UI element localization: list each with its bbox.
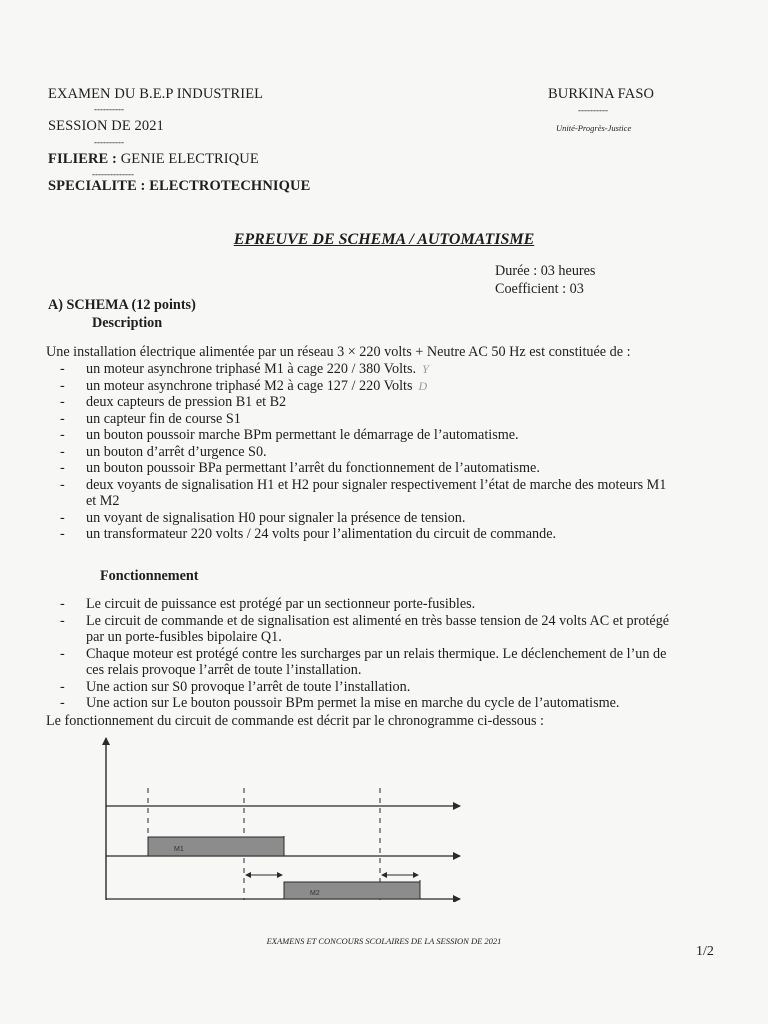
header-dashes: ---------- [578, 105, 608, 115]
list-item-text: deux voyants de signalisation H1 et H2 pour signaler respectivement l’état de marche des moteurs M1 [86, 476, 667, 493]
page-title: EPREUVE DE SCHEMA / AUTOMATISME [233, 231, 535, 248]
list-item-text: un capteur fin de course S1 [86, 410, 241, 427]
list-item-text: Une action sur S0 provoque l’arrêt de toute l’installation. [86, 678, 411, 695]
list-item [60, 613, 669, 646]
bullet-dash: - [60, 443, 65, 460]
handwritten-mark: D [418, 378, 428, 393]
bullet-dash: - [60, 410, 65, 427]
component-list [60, 361, 666, 543]
list-item-text: un bouton poussoir BPa permettant l’arrêt du fonctionnement de l’automatisme. [86, 460, 540, 476]
country-motto: Unité-Progrès-Justice [556, 123, 632, 133]
bar-label-m1: M1 [174, 846, 184, 853]
footer-text: EXAMENS ET CONCOURS SCOLAIRES DE LA SESSION DE 2021 [266, 936, 502, 946]
list-item [60, 646, 669, 679]
header-dashes: ---------- [94, 104, 124, 114]
list-item-text: Le circuit de commande et de signalisation est alimenté en très basse tension de 24 volts AC et protégé [86, 612, 670, 629]
list-item [60, 394, 666, 411]
specialite-line: SPECIALITE : ELECTROTECHNIQUE [48, 178, 311, 194]
intro-paragraph: Une installation électrique alimentée par un réseau 3 × 220 volts + Neutre AC 50 Hz est constituée de : [46, 344, 631, 360]
list-item-text: Une action sur Le bouton poussoir BPm permet la mise en marche du cycle de l’automatisme. [86, 695, 620, 711]
bullet-dash: - [60, 678, 65, 695]
bullet-dash: - [60, 460, 65, 476]
filiere-value: GENIE ELECTRIQUE [120, 151, 259, 167]
bullet-dash: - [60, 509, 65, 526]
page-number: 1/2 [696, 944, 714, 959]
list-item-text: un bouton d’arrêt d’urgence S0. [86, 443, 267, 460]
list-item [60, 526, 666, 543]
list-item [60, 427, 666, 444]
bullet-dash: - [60, 526, 65, 542]
list-item [60, 460, 666, 477]
session-label: SESSION DE 2021 [48, 118, 164, 134]
bullet-dash: - [60, 361, 65, 377]
list-item [60, 361, 666, 378]
fonctionnement-heading: Fonctionnement [100, 568, 199, 584]
bullet-dash: - [60, 695, 65, 711]
bullet-dash: - [60, 377, 65, 394]
list-item-text: un bouton poussoir marche BPm permettant le démarrage de l’automatisme. [86, 427, 519, 443]
fonctionnement-list [60, 596, 669, 712]
chronogram-intro: Le fonctionnement du circuit de commande est décrit par le chronogramme ci-dessous : [46, 713, 544, 729]
list-item-text: Chaque moteur est protégé contre les surcharges par un relais thermique. Le déclenchement de l’un de [86, 645, 667, 662]
list-item [60, 378, 666, 395]
list-item-continuation: et M2 [86, 493, 120, 509]
chronogram [90, 732, 490, 902]
chrono-bar-m1 [148, 837, 284, 856]
description-heading: Description [92, 315, 163, 331]
list-item [60, 679, 669, 696]
header-dashes: -------------- [92, 169, 134, 179]
list-item [60, 695, 669, 712]
list-item-continuation: ces relais provoque l’arrêt de toute l’installation. [86, 662, 362, 678]
bullet-dash: - [60, 645, 65, 662]
bullet-dash: - [60, 476, 65, 493]
header-dashes: ---------- [94, 137, 124, 147]
filiere-label: FILIERE : [48, 151, 117, 167]
bullet-dash: - [60, 427, 65, 443]
list-item-text: un transformateur 220 volts / 24 volts pour l’alimentation du circuit de commande. [86, 526, 557, 542]
bar-label-m2: M2 [310, 890, 320, 897]
list-item-text: Le circuit de puissance est protégé par un sectionneur porte-fusibles. [86, 596, 476, 612]
list-item-text: un moteur asynchrone triphasé M2 à cage 127 / 220 Volts [86, 377, 413, 394]
list-item [60, 477, 666, 510]
list-item [60, 411, 666, 428]
list-item-text: un voyant de signalisation H0 pour signaler la présence de tension. [86, 509, 466, 526]
list-item-text: deux capteurs de pression B1 et B2 [86, 394, 287, 410]
exam-title: EXAMEN DU B.E.P INDUSTRIEL [48, 86, 264, 102]
bullet-dash: - [60, 596, 65, 612]
chrono-bar-m2 [284, 882, 420, 899]
country-name: BURKINA FASO [548, 86, 655, 102]
list-item-text: un moteur asynchrone triphasé M1 à cage 220 / 380 Volts. [86, 361, 417, 377]
list-item [60, 510, 666, 527]
section-heading: A) SCHEMA (12 points) [48, 297, 196, 313]
list-item-continuation: par un porte-fusibles bipolaire Q1. [86, 629, 282, 645]
bullet-dash: - [60, 394, 65, 410]
list-item [60, 444, 666, 461]
filiere-line [48, 151, 259, 168]
coefficient: Coefficient : 03 [495, 281, 584, 297]
list-item [60, 596, 669, 613]
bullet-dash: - [60, 612, 65, 629]
handwritten-mark: Y [422, 362, 429, 376]
duration: Durée : 03 heures [495, 263, 596, 279]
